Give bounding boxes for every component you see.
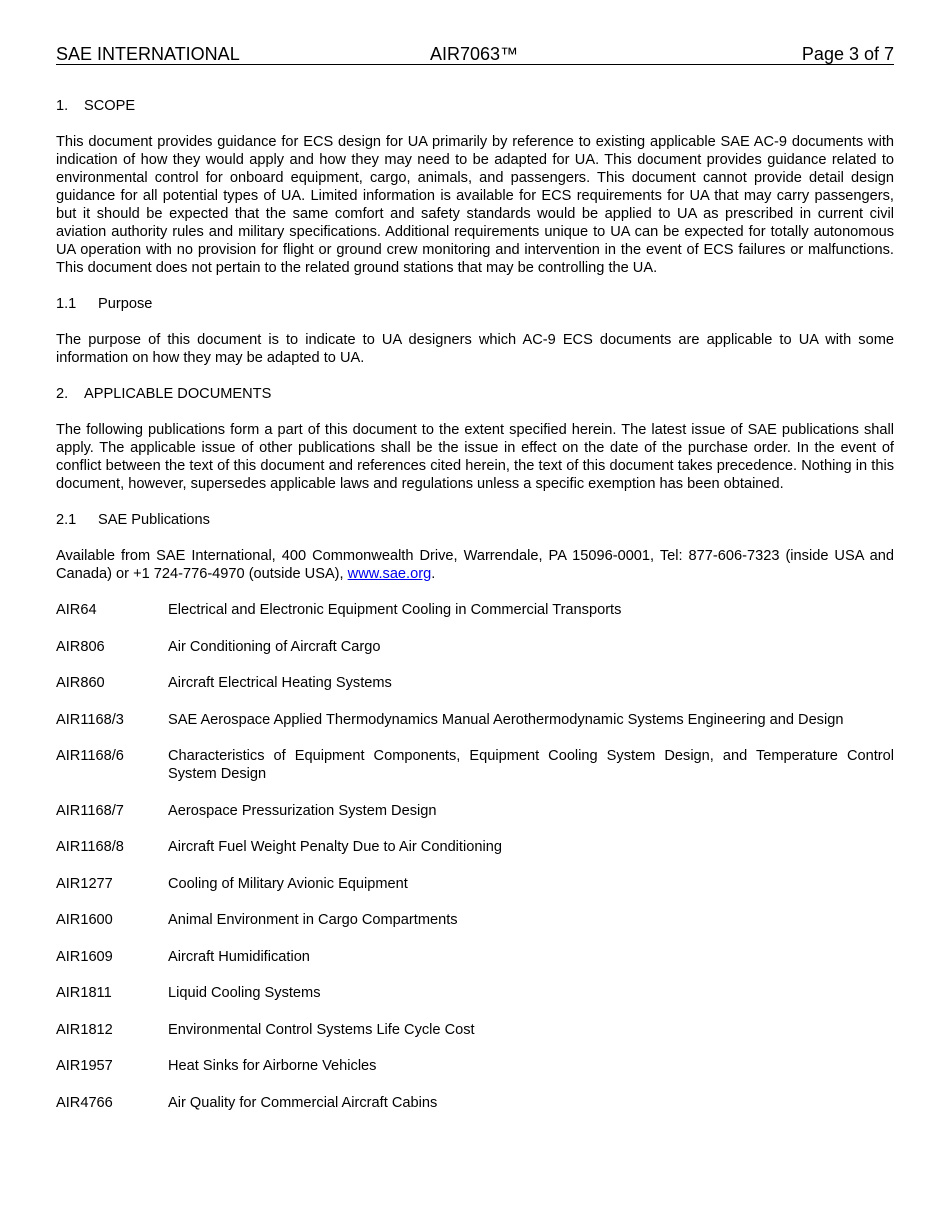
scope-paragraph: This document provides guidance for ECS design for UA primarily by reference to existing applicable SAE AC-9 documents with indication of how they would apply and how they may need to be adapted for UA. This document provides guidance related to environmental control for onboard equipment, cargo, animals, and passengers. This document cannot provide detail design guidance for all potential types of UA. Limited information is available for ECS requirements for UA that may carry passengers, but it should be expected that the same comfort and safety standards would be applied to UA as prescribed in current civil aviation authority rules and military specifications. Additional requirements unique to UA can be expected for totally autonomous UA operation with no provision for flight or ground crew monitoring and intervention in the event of ECS failures or malfunctions. This document does not pertain to the related ground stations that may be controlling the UA. (56, 134, 894, 276)
document-id: AIR1277 (56, 875, 113, 892)
document-id: AIR1168/3 (56, 711, 124, 728)
document-id: AIR1168/6 (56, 748, 124, 764)
section-number: 2.1 (56, 512, 77, 528)
document-title: Characteristics of Equipment Components, Equipment Cooling System Design, and Temperature Control System Design (168, 748, 894, 782)
document-content (56, 97, 894, 1130)
document-id: AIR1609 (56, 948, 113, 965)
section-heading-purpose (56, 295, 894, 313)
document-title: Heat Sinks for Airborne Vehicles (168, 1058, 377, 1074)
document-title: Electrical and Electronic Equipment Cooling in Commercial Transports (168, 602, 622, 618)
document-title: Animal Environment in Cargo Compartments (168, 912, 458, 928)
document-id: AIR1957 (56, 1058, 113, 1074)
section-title: Purpose (98, 296, 153, 312)
document-title: Aircraft Electrical Heating Systems (168, 675, 392, 691)
sae-address-suffix: . (431, 566, 436, 582)
section-number: 1.1 (56, 296, 77, 312)
applicable-documents-paragraph: The following publications form a part of this document to the extent specified herein. The latest issue of SAE publications shall apply. The applicable issue of other publications shall be the issue in effect on the date of the purchase order. In the event of conflict between the text of this document and references cited herein, the text of this document takes precedence. Nothing in this document, however, supersedes applicable laws and regulations unless a specific exemption has been obtained. (56, 422, 894, 492)
purpose-paragraph: The purpose of this document is to indicate to UA designers which AC-9 ECS documents are applicable to UA with some information on how they may be adapted to UA. (56, 332, 894, 366)
document-title: Aircraft Fuel Weight Penalty Due to Air Conditioning (168, 839, 502, 855)
list-item (56, 601, 894, 619)
sae-address-text: Available from SAE International, 400 Commonwealth Drive, Warrendale, PA 15096-0001, Tel: 877-606-7323 (inside USA and Canada) or +1 724-776-4970 (outside USA), (56, 548, 894, 582)
document-title: Aircraft Humidification (168, 948, 310, 965)
document-id: AIR1600 (56, 912, 113, 928)
document-title: SAE Aerospace Applied Thermodynamics Manual Aerothermodynamic Systems Engineering and Design (168, 711, 844, 728)
document-id: AIR4766 (56, 1094, 113, 1111)
document-title: Air Quality for Commercial Aircraft Cabins (168, 1094, 438, 1111)
list-item (56, 802, 894, 820)
list-item (56, 1094, 894, 1112)
list-item (56, 838, 894, 856)
section-heading-applicable-documents (56, 385, 894, 403)
section-title: SCOPE (84, 98, 136, 114)
document-id: AIR1812 (56, 1021, 113, 1038)
document-title: Environmental Control Systems Life Cycle Cost (168, 1021, 475, 1038)
document-id: AIR1168/8 (56, 839, 124, 855)
section-number: 2. (56, 386, 69, 402)
page-header (56, 44, 894, 65)
list-item (56, 984, 894, 1002)
document-id: AIR1168/7 (56, 802, 124, 819)
section-heading-scope (56, 97, 894, 115)
document-id: AIR806 (56, 638, 105, 655)
document-title: Aerospace Pressurization System Design (168, 802, 437, 819)
section-number: 1. (56, 98, 69, 114)
section-title: SAE Publications (98, 512, 210, 528)
list-item (56, 1021, 894, 1039)
list-item (56, 911, 894, 929)
document-title: Liquid Cooling Systems (168, 985, 321, 1001)
list-item (56, 674, 894, 692)
list-item (56, 638, 894, 656)
sae-website-link[interactable]: www.sae.org (347, 566, 432, 582)
section-title: APPLICABLE DOCUMENTS (84, 386, 272, 402)
document-id: AIR1811 (56, 985, 112, 1001)
sae-publications-paragraph (56, 547, 894, 583)
list-item (56, 1057, 894, 1075)
document-id: AIR64 (56, 602, 97, 618)
applicable-documents-list (56, 601, 894, 1112)
document-title: Air Conditioning of Aircraft Cargo (168, 638, 381, 655)
document-title: Cooling of Military Avionic Equipment (168, 875, 408, 892)
header-document-number: AIR7063™ (430, 44, 519, 64)
header-page-number: Page 3 of 7 (801, 44, 894, 64)
list-item (56, 875, 894, 893)
list-item (56, 711, 894, 729)
list-item (56, 747, 894, 783)
section-heading-sae-publications (56, 511, 894, 529)
header-organization: SAE INTERNATIONAL (56, 44, 240, 64)
list-item (56, 948, 894, 966)
document-id: AIR860 (56, 675, 105, 691)
